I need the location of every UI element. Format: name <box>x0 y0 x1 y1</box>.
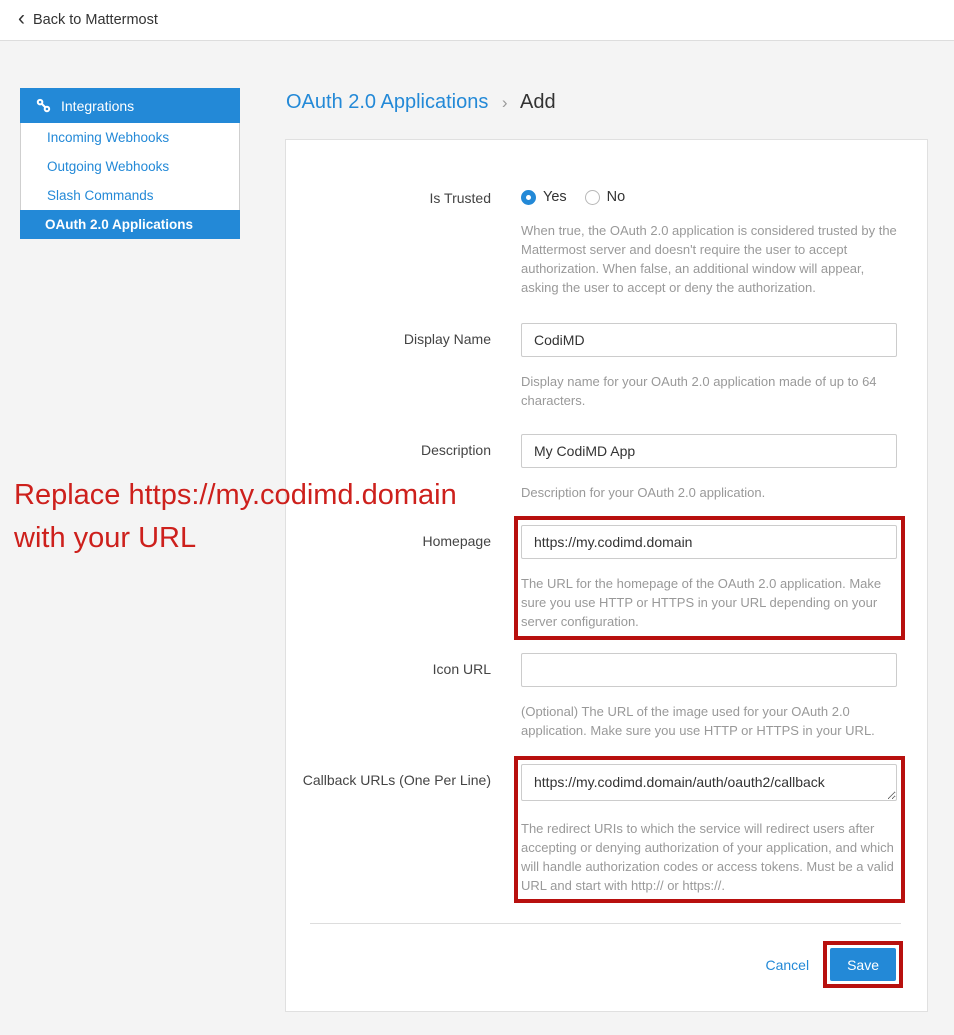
is-trusted-radio-group <box>521 182 897 205</box>
display-name-label: Display Name <box>403 331 491 347</box>
sidebar-header-integrations[interactable] <box>20 88 240 123</box>
is-trusted-yes-radio[interactable] <box>521 189 567 205</box>
back-to-mattermost-link[interactable] <box>18 6 158 30</box>
is-trusted-help-text: When true, the OAuth 2.0 application is considered trusted by the Mattermost server and doesn't require the user to accept authorization. When false, an additional window will appear, asking the user to accept or deny the authorization. <box>521 223 897 295</box>
breadcrumb-current-page: Add <box>520 91 556 113</box>
footer-divider <box>310 923 901 924</box>
icon-url-input[interactable] <box>521 653 897 687</box>
sidebar-item-slash-commands[interactable]: Slash Commands <box>47 188 154 203</box>
sidebar-header-label: Integrations <box>61 97 135 114</box>
form-row-callback-urls <box>286 764 927 895</box>
sidebar-item-oauth-applications[interactable]: OAuth 2.0 Applications <box>20 210 240 239</box>
save-button[interactable]: Save <box>830 948 896 981</box>
back-link-label: Back to Mattermost <box>33 12 158 28</box>
form-row-description <box>286 434 927 502</box>
callback-urls-textarea[interactable] <box>521 764 897 801</box>
description-input[interactable] <box>521 434 897 468</box>
back-chevron-icon: ‹ <box>18 6 25 30</box>
description-help-text: Description for your OAuth 2.0 application. <box>521 485 766 500</box>
form-row-display-name <box>286 323 927 410</box>
callback-urls-label: Callback URLs (One Per Line) <box>302 772 491 788</box>
annotation-line-1: Replace https://my.codimd.domain <box>14 479 457 511</box>
is-trusted-label: Is Trusted <box>429 190 491 206</box>
callback-urls-help-text: The redirect URIs to which the service will redirect users after accepting or denying authorization of your application, and which will handle authorization codes or access tokens. Must be a valid URL and start with http:// or https://. <box>521 821 894 893</box>
integrations-sidebar <box>20 88 240 239</box>
homepage-label: Homepage <box>422 533 491 549</box>
cancel-button[interactable]: Cancel <box>765 956 810 973</box>
display-name-help-text: Display name for your OAuth 2.0 application made of up to 64 characters. <box>521 374 877 408</box>
form-row-is-trusted <box>286 182 927 297</box>
homepage-help-text: The URL for the homepage of the OAuth 2.0 application. Make sure you use HTTP or HTTPS in your URL depending on your server configuration. <box>521 576 882 629</box>
icon-url-help-text: (Optional) The URL of the image used for your OAuth 2.0 application. Make sure you use HTTP or HTTPS in your URL. <box>521 704 875 738</box>
sidebar-item-outgoing-webhooks[interactable]: Outgoing Webhooks <box>47 159 170 174</box>
form-row-icon-url <box>286 653 927 740</box>
annotation-line-2: with your URL <box>14 522 197 554</box>
is-trusted-no-label: No <box>606 189 626 205</box>
radio-unselected-icon <box>585 190 600 205</box>
chain-link-icon <box>36 98 51 113</box>
display-name-input[interactable] <box>521 323 897 357</box>
top-bar <box>0 0 954 41</box>
homepage-input[interactable] <box>521 525 897 559</box>
breadcrumb <box>286 91 556 114</box>
description-label: Description <box>420 442 491 458</box>
oauth-add-form-panel <box>285 139 928 1012</box>
is-trusted-yes-label: Yes <box>543 189 567 205</box>
chevron-right-icon: › <box>501 93 508 112</box>
breadcrumb-oauth-applications-link[interactable]: OAuth 2.0 Applications <box>286 91 489 113</box>
is-trusted-no-radio[interactable] <box>585 189 626 205</box>
sidebar-item-incoming-webhooks[interactable]: Incoming Webhooks <box>47 130 170 145</box>
icon-url-label: Icon URL <box>432 661 491 677</box>
form-row-homepage <box>286 525 927 631</box>
radio-selected-icon <box>521 190 536 205</box>
form-footer <box>765 948 896 981</box>
